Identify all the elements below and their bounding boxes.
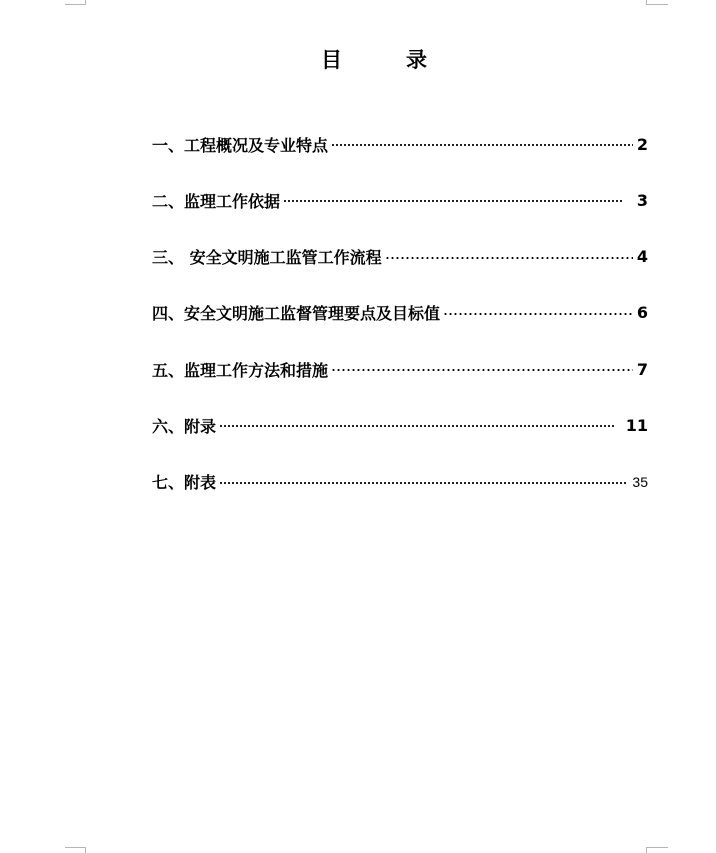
toc-entry-page: 11 — [625, 415, 648, 435]
toc-entry[interactable] — [152, 188, 648, 212]
toc-entry-page: 3 — [636, 190, 648, 210]
toc-entry-label: 六、附录 — [152, 416, 217, 436]
toc-entry[interactable] — [152, 132, 648, 156]
toc-leader-dots — [219, 482, 628, 484]
toc-leader-dots — [219, 425, 616, 427]
crop-mark-top-left — [85, 0, 86, 5]
toc-entry-label: 七、附表 — [152, 473, 217, 493]
title-part-1: 目 — [321, 48, 342, 72]
toc-entry-page: 35 — [632, 473, 648, 490]
toc-entry-page: 6 — [636, 303, 648, 323]
table-of-contents — [152, 132, 648, 494]
toc-entry[interactable] — [152, 470, 648, 494]
toc-leader-dots — [385, 257, 633, 259]
toc-entry-label: 三、 安全文明施工监管工作流程 — [152, 248, 382, 268]
page-title — [321, 46, 427, 74]
crop-mark-bottom-right-h — [646, 847, 668, 848]
title-part-2: 录 — [406, 48, 427, 72]
crop-mark-bottom-left-h — [65, 847, 85, 848]
crop-mark-top-right-h — [646, 4, 668, 5]
toc-leader-dots — [443, 313, 633, 315]
toc-entry-page: 7 — [636, 359, 648, 379]
toc-entry[interactable] — [152, 245, 648, 269]
toc-entry-label: 四、安全文明施工监督管理要点及目标值 — [152, 304, 441, 324]
toc-leader-dots — [331, 369, 633, 371]
toc-entry[interactable] — [152, 413, 648, 437]
toc-entry-page: 2 — [636, 134, 648, 154]
toc-entry-label: 二、监理工作依据 — [152, 191, 281, 211]
toc-entry[interactable] — [152, 301, 648, 325]
toc-entry-label: 一、工程概况及专业特点 — [152, 135, 329, 155]
crop-mark-top-left-h — [65, 4, 85, 5]
crop-mark-bottom-left — [85, 847, 86, 853]
toc-leader-dots — [283, 200, 624, 202]
toc-entry-label: 五、监理工作方法和措施 — [152, 360, 329, 380]
toc-entry-page: 4 — [636, 247, 648, 267]
toc-entry[interactable] — [152, 357, 648, 381]
toc-leader-dots — [331, 144, 633, 146]
